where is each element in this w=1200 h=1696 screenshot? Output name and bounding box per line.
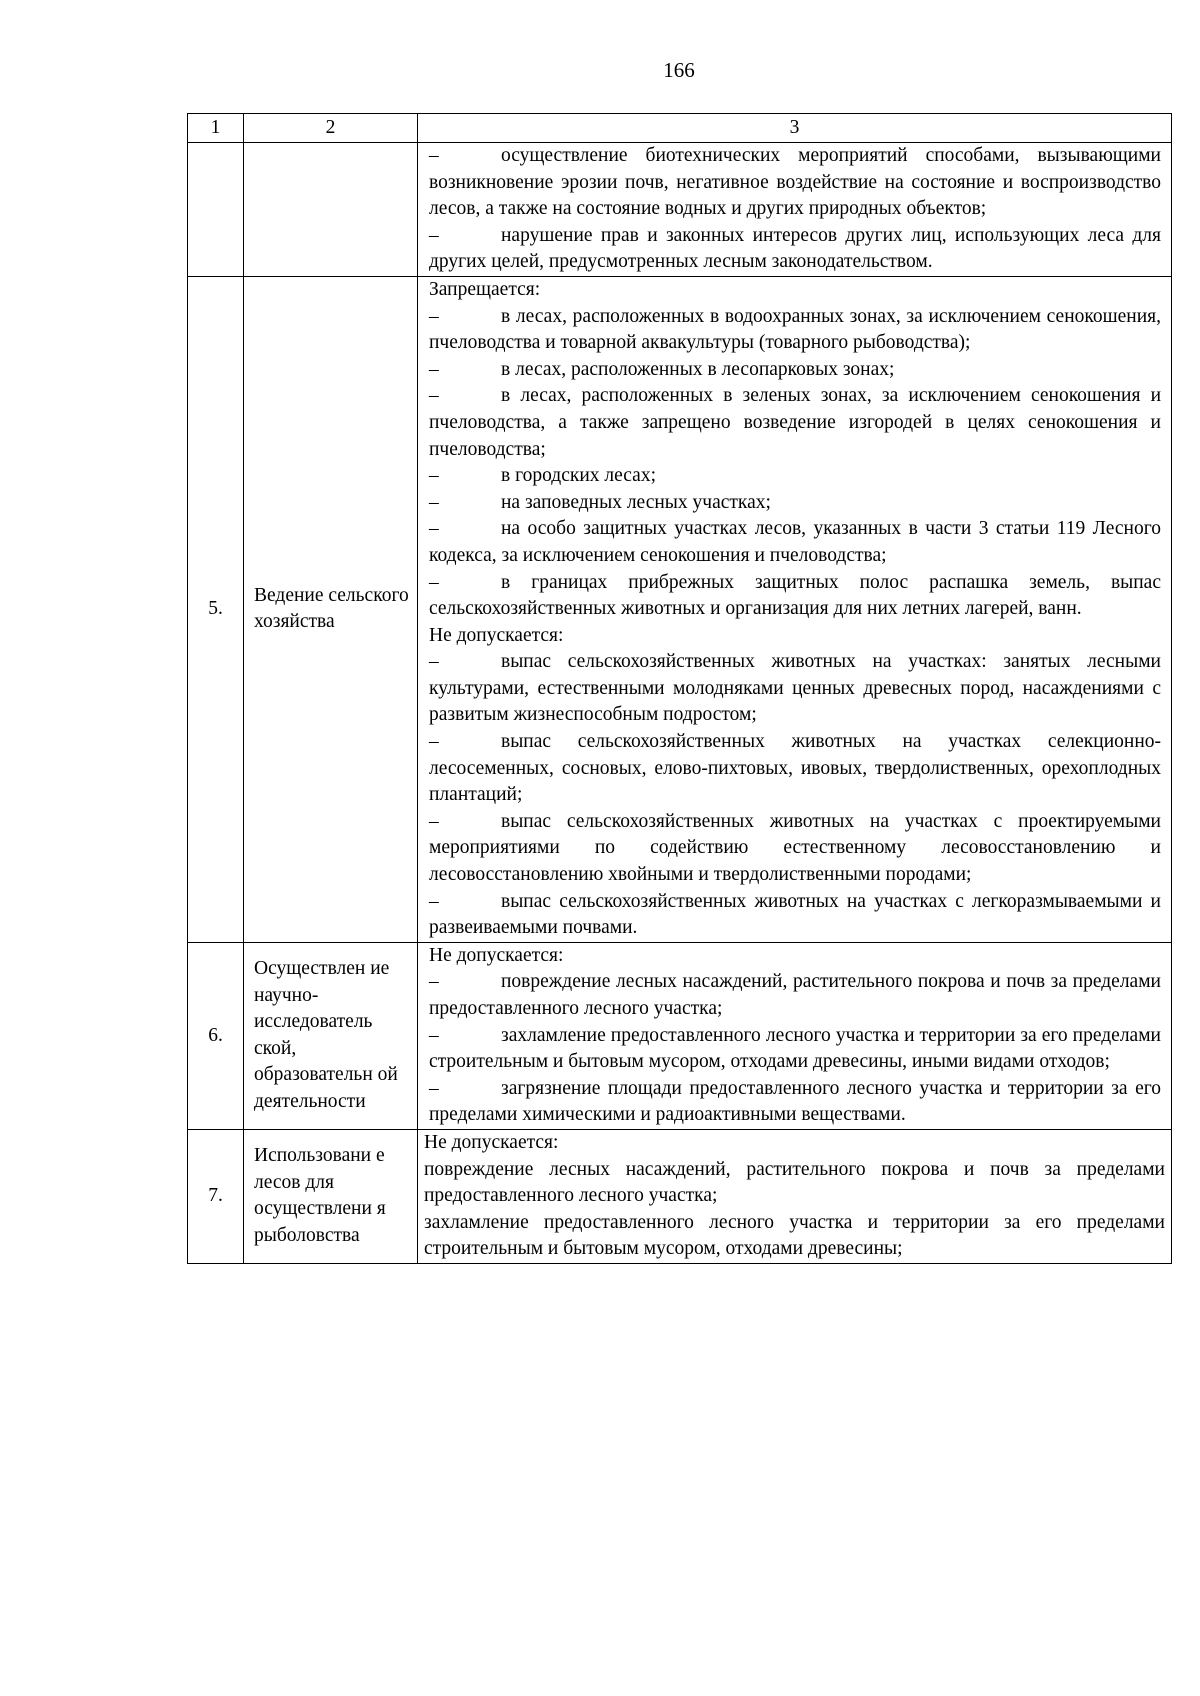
- continuation-name-cell: [244, 143, 418, 277]
- dash-marker: –: [429, 465, 439, 487]
- list-item: – выпас сельскохозяйственных животных на участках с легкоразмываемыми и развеиваемыми почвами.: [429, 890, 1161, 939]
- dash-marker: –: [429, 1077, 439, 1099]
- header-col-3: 3: [418, 114, 1172, 143]
- list-item: – загрязнение площади предоставленного лесного участка и территории за его пределами химическими и радиоактивными веществами.: [429, 1077, 1161, 1126]
- activity-name: Осуществлен ие научно-исследователь ской, образовательн ой деятельности: [244, 942, 418, 1129]
- continuation-number-cell: [188, 143, 244, 277]
- dash-marker: –: [429, 571, 439, 593]
- dash-marker: –: [429, 731, 439, 753]
- dash-marker: –: [429, 305, 439, 327]
- list-item: – осуществление биотехнических мероприятий способами, вызывающими возникновение эрозии почв, негативное воздействие на состояние и воспроизводство лесов, а также на состояние водных и других природных объектов;: [429, 145, 1161, 220]
- list-item: – выпас сельскохозяйственных животных на участках с проектируемыми мероприятиями по содействию естественному лесовосстановлению и лесовосстановлению хвойными и твердолиственными породами;: [429, 810, 1161, 886]
- dash-marker: –: [429, 224, 439, 246]
- restrictions-cell: [418, 1129, 1172, 1263]
- table-row-6: [188, 942, 1172, 1129]
- list-item: – в лесах, расположенных в водоохранных зонах, за исключением сенокошения, пчеловодства и товарной аквакультуры (товарного рыбоводства);: [429, 305, 1161, 354]
- dash-marker: –: [429, 971, 439, 993]
- continuation-content-cell: [418, 143, 1172, 277]
- dash-marker: –: [429, 385, 439, 407]
- list-item: – в границах прибрежных защитных полос распашка земель, выпас сельскохозяйственных животных и организация для них летних лагерей, ванн.: [429, 571, 1161, 620]
- activity-name: Использовани е лесов для осуществлени я рыболовства: [244, 1129, 418, 1263]
- dash-marker: –: [429, 518, 439, 540]
- dash-marker: –: [429, 145, 439, 166]
- section-label: Запрещается:: [429, 278, 541, 300]
- list-item: захламление предоставленного лесного участка и территории за его пределами строительным и бытовым мусором, отходами древесины;: [424, 1211, 1165, 1260]
- list-item: – в лесах, расположенных в лесопарковых зонах;: [429, 357, 1161, 384]
- section-label: Не допускается:: [424, 1131, 559, 1153]
- section-label: Не допускается:: [429, 944, 564, 966]
- list-item: – нарушение прав и законных интересов других лиц, использующих леса для других целей, предусмотренных лесным законодательством.: [429, 224, 1161, 273]
- dash-marker: –: [429, 810, 439, 832]
- dash-marker: –: [429, 1024, 439, 1046]
- dash-marker: –: [429, 491, 439, 513]
- dash-marker: –: [429, 651, 439, 673]
- table-row-continuation: [188, 143, 1172, 277]
- activity-name: Ведение сельского хозяйства: [244, 276, 418, 942]
- row-number: 5.: [188, 276, 244, 942]
- list-item: повреждение лесных насаждений, растительного покрова и почв за пределами предоставленного лесного участка;: [424, 1158, 1165, 1207]
- table-row-5: [188, 276, 1172, 942]
- restrictions-cell: [418, 942, 1172, 1129]
- list-item: – на заповедных лесных участках;: [429, 490, 1161, 517]
- list-item: – в городских лесах;: [429, 463, 1161, 490]
- table-row-7: [188, 1129, 1172, 1263]
- restrictions-cell: [418, 276, 1172, 942]
- header-col-2: 2: [244, 114, 418, 143]
- list-item: – выпас сельскохозяйственных животных на участках селекционно-лесосеменных, сосновых, елово-пихтовых, ивовых, твердолиственных, орехоплодных плантаций;: [429, 731, 1161, 806]
- table-header-row: [188, 114, 1172, 143]
- dash-marker: –: [429, 358, 439, 380]
- row-number: 6.: [188, 942, 244, 1129]
- list-item: – в лесах, расположенных в зеленых зонах, за исключением сенокошения и пчеловодства, а также запрещено возведение изгородей в целях сенокошения и пчеловодства;: [429, 385, 1161, 460]
- list-item: – захламление предоставленного лесного участка и территории за его пределами строительным и бытовым мусором, отходами древесины, иными видами отходов;: [429, 1024, 1161, 1073]
- section-label: Не допускается:: [429, 624, 564, 646]
- list-item: – повреждение лесных насаждений, растительного покрова и почв за пределами предоставленного лесного участка;: [429, 971, 1161, 1019]
- list-item: – на особо защитных участках лесов, указанных в части 3 статьи 119 Лесного кодекса, за исключением сенокошения и пчеловодства;: [429, 518, 1161, 566]
- regulation-table: [187, 113, 1172, 1264]
- dash-marker: –: [429, 890, 439, 912]
- header-col-1: 1: [188, 114, 244, 143]
- row-number: 7.: [188, 1129, 244, 1263]
- list-item: – выпас сельскохозяйственных животных на участках: занятых лесными культурами, естественными молодняками ценных древесных пород, насаждениями с развитым жизнеспособным подростом;: [429, 651, 1161, 726]
- page-number: 166: [663, 58, 695, 82]
